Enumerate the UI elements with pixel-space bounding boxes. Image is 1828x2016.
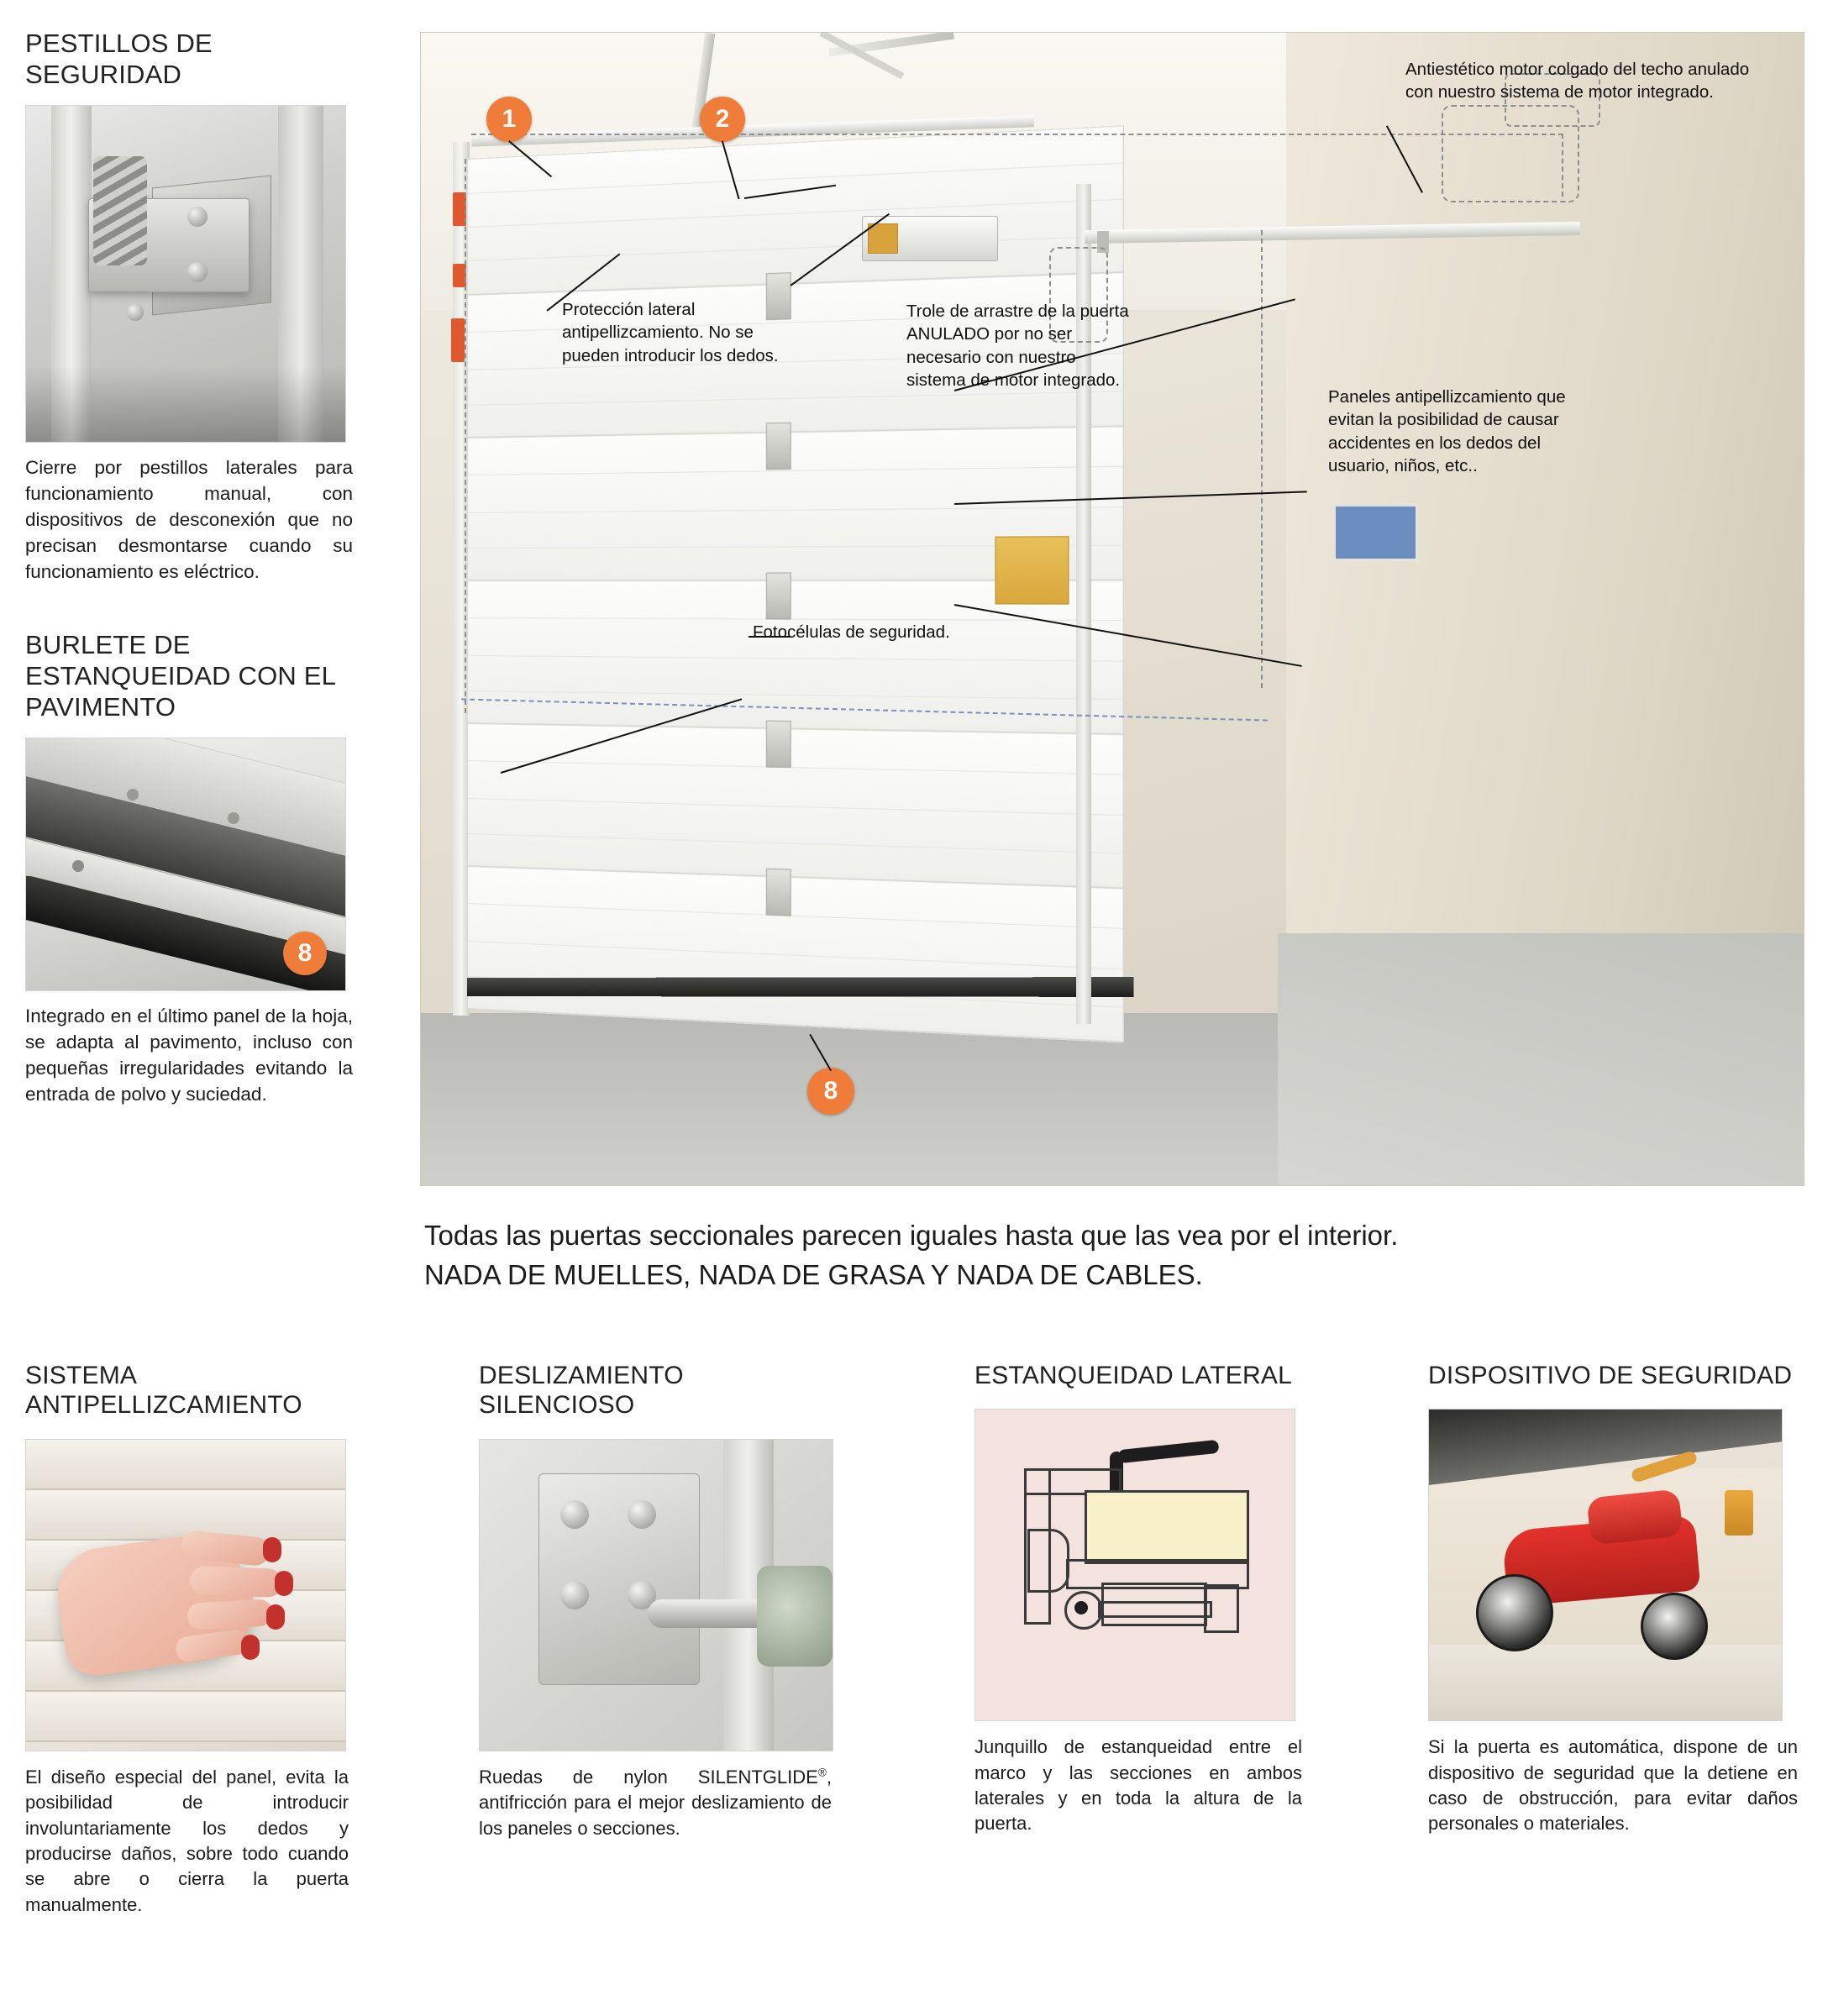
latch-bolt-3 [127,304,144,321]
panel-strip [26,1490,345,1541]
roller-axle [1098,1601,1212,1618]
nylon-roller [757,1566,833,1667]
badge-8-left: 8 [283,932,327,975]
finger [186,1599,274,1630]
panel-section [1085,1490,1249,1564]
dashed-vertical-line [1562,134,1563,197]
hinge-bolt [560,1500,589,1529]
hand-on-panel-photo [25,1439,346,1751]
door-warning-label [995,536,1069,604]
tagline-line-2: NADA DE MUELLES, NADA DE GRASA Y NADA DE CABLES. [424,1258,1203,1290]
tricycle-obstruction-photo [1428,1409,1783,1721]
floor-right [1278,933,1804,1185]
feature-title-lateral-seal: ESTANQUEIDAD LATERAL [974,1362,1292,1389]
feature-lateral-seal [974,1361,1311,1856]
wall-blue-plate [1332,503,1419,562]
callout-photocells: Fotocélulas de seguridad. [753,622,950,642]
hinge-bolt [560,1581,589,1609]
tagline [424,1216,1768,1295]
fingernail [241,1635,260,1660]
wall-fixture [1725,1490,1753,1536]
callout-trolley: Trole de arrastre de la puerta ANULADO por no ser necesario con nuestro sistema de motor integrado. [906,302,1129,390]
feature-anti-pinch [25,1361,361,1936]
feature-caption-safety-device: Si la puerta es automática, dispone de un dispositivo de seguridad que la detiene en caso de obstrucción, para evitar daños personales o materiales. [1428,1736,1798,1835]
dashed-right-edge [1261,230,1263,688]
section-title-pestillos: PESTILLOS DE SEGURIDAD [25,29,213,89]
nylon-roller-photo [479,1439,833,1751]
feature-caption-anti-pinch: El diseño especial del panel, evita la posibilidad de introducir involuntariamente los dedos y producirse daños, sobre todo cuando se abre o cierra la puerta manualmente. [25,1766,349,1915]
tagline-line-1: Todas las puertas seccionales parecen iguales hasta que las vea por el interior. [424,1220,1399,1251]
feature-title-safety-device: DISPOSITIVO DE SEGURIDAD [1428,1362,1793,1389]
feature-title-silent-glide: DESLIZAMIENTO SILENCIOSO [479,1362,684,1420]
door-hinge [766,721,791,769]
callout-lateral-protection: Protección lateral antipellizcamiento. No se pueden introducir los dedos. [562,300,779,365]
feature-title-anti-pinch: SISTEMA ANTIPELLIZCAMIENTO [25,1362,302,1420]
feature-caption-silent-glide [479,1765,832,1841]
panel-strip [26,1692,345,1742]
latch-spring [93,156,147,265]
callout-motor: Antiestético motor colgado del techo anulado con nuestro sistema de motor integrado. [1405,60,1750,102]
tricycle-wheel-front [1476,1574,1553,1651]
latch-bolt-2 [187,262,207,282]
feature-silent-glide [479,1361,840,1860]
caption-pre: Ruedas de nylon SILENTGLIDE [479,1766,818,1788]
side-latch-photo [25,105,346,443]
lateral-seal-diagram [974,1409,1295,1721]
hinge-bolt [628,1500,656,1529]
fingernail [266,1604,285,1630]
seal-curl [1027,1529,1069,1593]
photo-shadow [26,366,345,442]
caption-burlete: Integrado en el último panel de la hoja, se adapta al pavimento, incluso con pequeñas irregularidades evitando la entrada de polvo y suciedad. [25,1005,353,1105]
sectional-door [467,125,1124,1042]
trolley-operator-box [862,216,998,261]
floor-seal-photo [25,738,346,991]
door-hinge [766,869,791,916]
fingernail [263,1537,281,1562]
badge-2: 2 [700,97,745,142]
dashed-ceiling-line [471,134,1563,135]
tricycle-wheel-rear [1641,1593,1708,1660]
finger [189,1566,282,1598]
panel-strip [26,1440,345,1490]
door-bottom-seal [467,977,1133,997]
badge-8-main: 8 [807,1068,854,1115]
operator-label [868,223,898,254]
seal-bracket-right [1204,1584,1239,1633]
dashed-left-edge [465,159,466,713]
door-hinge [766,572,791,619]
callout-anti-pinch-panels: Paneles antipellizcamiento que evitan la posibilidad de causar accidentes en los dedos del usuario, niños, etc.. [1328,387,1566,475]
red-marker-3 [451,318,465,362]
seal-lip [1117,1440,1219,1463]
bottom-feature-row [0,1361,1828,2016]
registered-mark: ® [817,1766,827,1779]
garage-floor [1429,1645,1782,1720]
section-title-burlete: BURLETE DE ESTANQUEIDAD CON EL PAVIMENTO [25,630,335,722]
feature-caption-lateral-seal: Junquillo de estanqueidad entre el marco y las secciones en ambos laterales y en toda la altura de la puerta. [974,1736,1302,1835]
latch-bolt-1 [187,207,207,227]
caption-pestillos: Cierre por pestillos laterales para funcionamiento manual, con dispositivos de desconexión que no precisan desmontarse cuando su funcionamiento es eléctrico. [25,457,353,583]
door-hinge [766,423,791,470]
badge-1: 1 [486,97,532,142]
caption-post: , antifricción para el mejor deslizamiento de los paneles o secciones. [479,1766,832,1839]
feature-safety-device [1428,1361,1803,1856]
fingernail [275,1571,293,1596]
garage-door-interior-photo [420,32,1804,1186]
left-column [25,29,370,1126]
